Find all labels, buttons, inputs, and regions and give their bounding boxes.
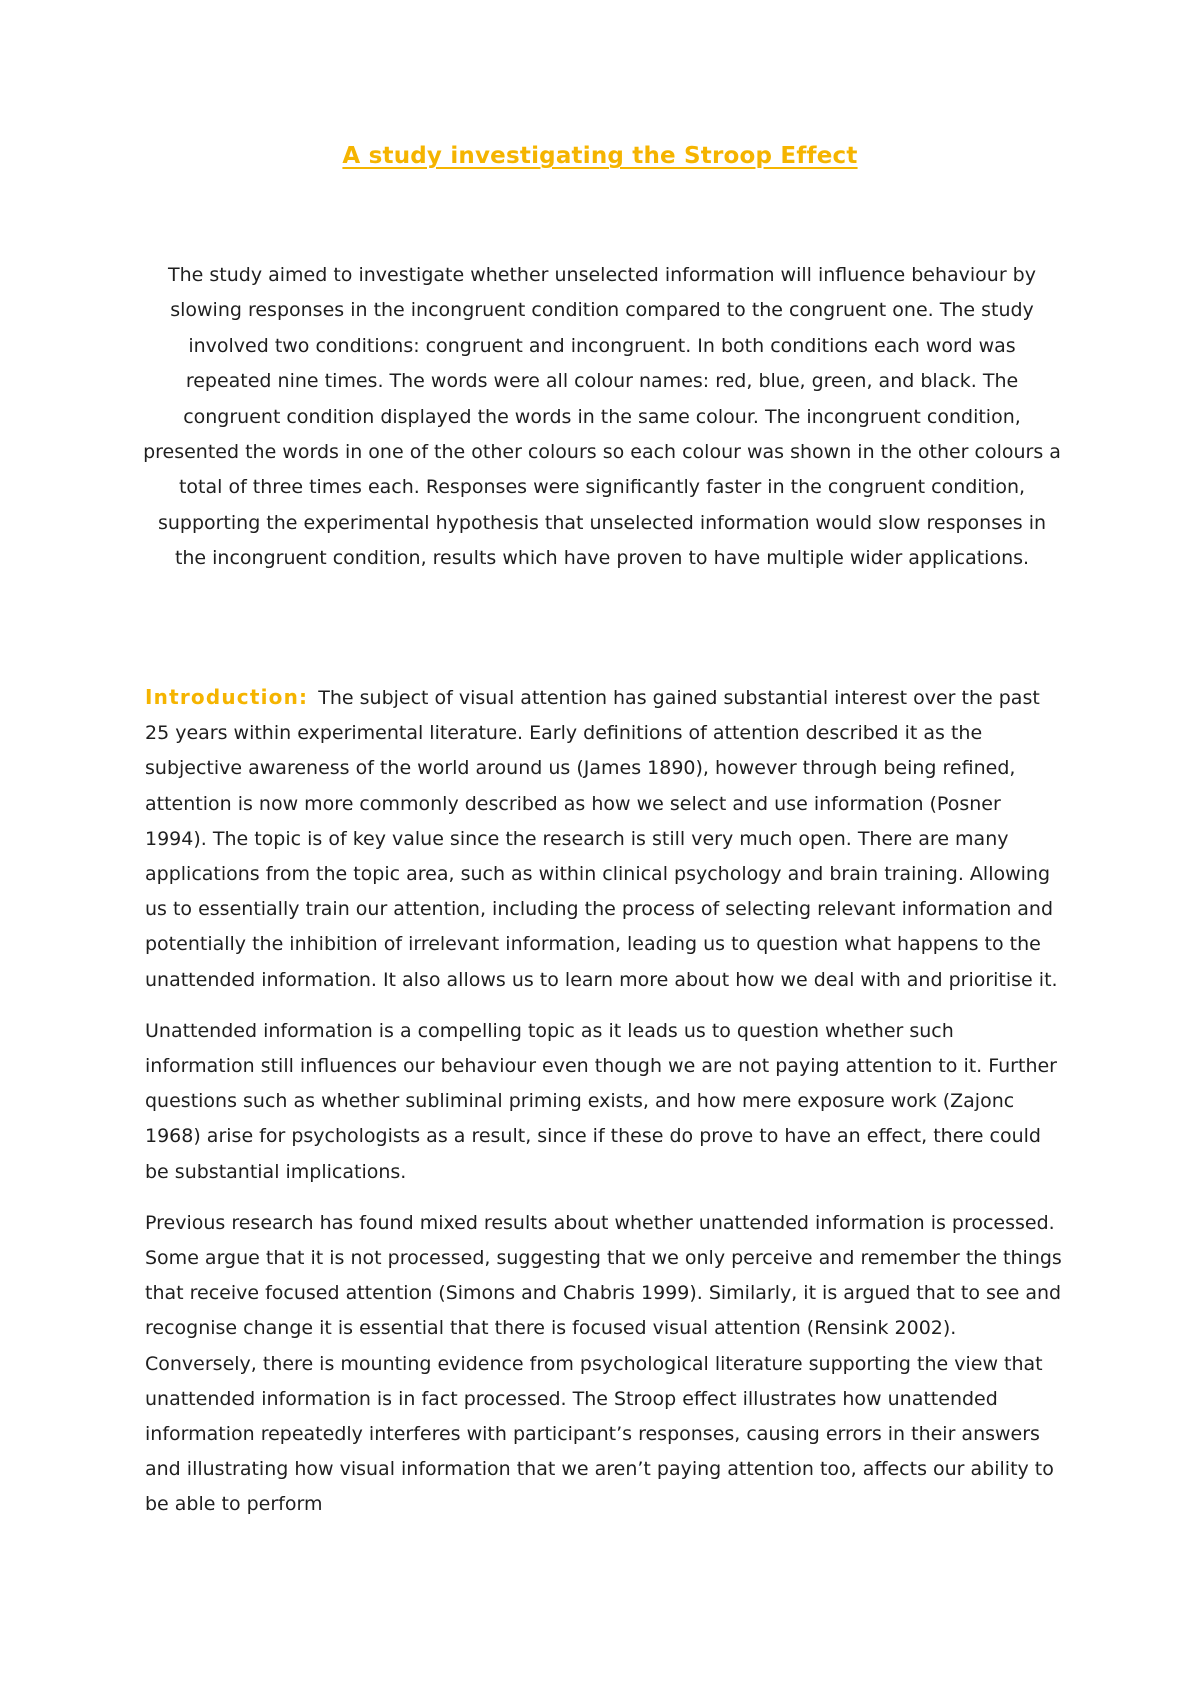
document-title-text: A study investigating the Stroop Effect — [342, 143, 858, 169]
abstract-paragraph: The study aimed to investigate whether unselected information will influence behaviour by slowing responses in the incongruent condition compared to the congruent one. The study involved two conditions: congruent and incongruent. In both conditions each word was repeated nine times. The words were all colour names: red, blue, green, and black. The congruent condition displayed the words in the same colour. The incongruent condition, presented the words in one of the other colours so each colour was shown in the other colours a total of three times each. Responses were significantly faster in the congruent condition, supporting the experimental hypothesis that unselected information would slow responses in the incongruent condition, results which have proven to have multiple wider applications. — [143, 264, 1061, 570]
introduction-paragraph-2: Unattended information is a compelling topic as it leads us to question whether such information still influences our behaviour even though we are not paying attention to it. Further questions such as whether subliminal priming exists, and how mere exposure work (Zajonc 1968) arise for psychologists as a result, since if these do prove to have an effect, there could be substantial implications. — [145, 1019, 1057, 1183]
introduction-heading: Introduction: — [145, 685, 309, 709]
introduction-paragraph-1-text: The subject of visual attention has gained substantial interest over the past 25 years within experimental literature. Early definitions of attention described it as the subjective awareness of the world around us (James 1890), however through being refined, attention is now more commonly described as how we select and use information (Posner 1994). The topic is of key value since the research is still very much open. There are many applications from the topic area, such as within clinical psychology and brain training. Allowing us to essentially train our attention, including the process of selecting relevant information and potentially the inhibition of irrelevant information, leading us to question what happens to the unattended information. It also allows us to learn more about how we deal with and prioritise it. — [145, 687, 1058, 991]
introduction-paragraph-3: Previous research has found mixed results about whether unattended information is processed. Some argue that it is not processed, suggesting that we only perceive and remember the things that receive focused attention (Simons and Chabris 1999). Similarly, it is argued that to see and recognise change it is essential that there is focused visual attention (Rensink 2002). Conversely, there is mounting evidence from psychological literature supporting the view that unattended information is in fact processed. The Stroop effect illustrates how unattended information repeatedly interferes with participant’s responses, causing errors in their answers and illustrating how visual information that we aren’t paying attention too, affects our ability to be able to perform — [145, 1211, 1062, 1516]
document-title — [0, 143, 1200, 169]
introduction-paragraph-1 — [145, 680, 1063, 998]
introduction-section — [145, 680, 1063, 1539]
